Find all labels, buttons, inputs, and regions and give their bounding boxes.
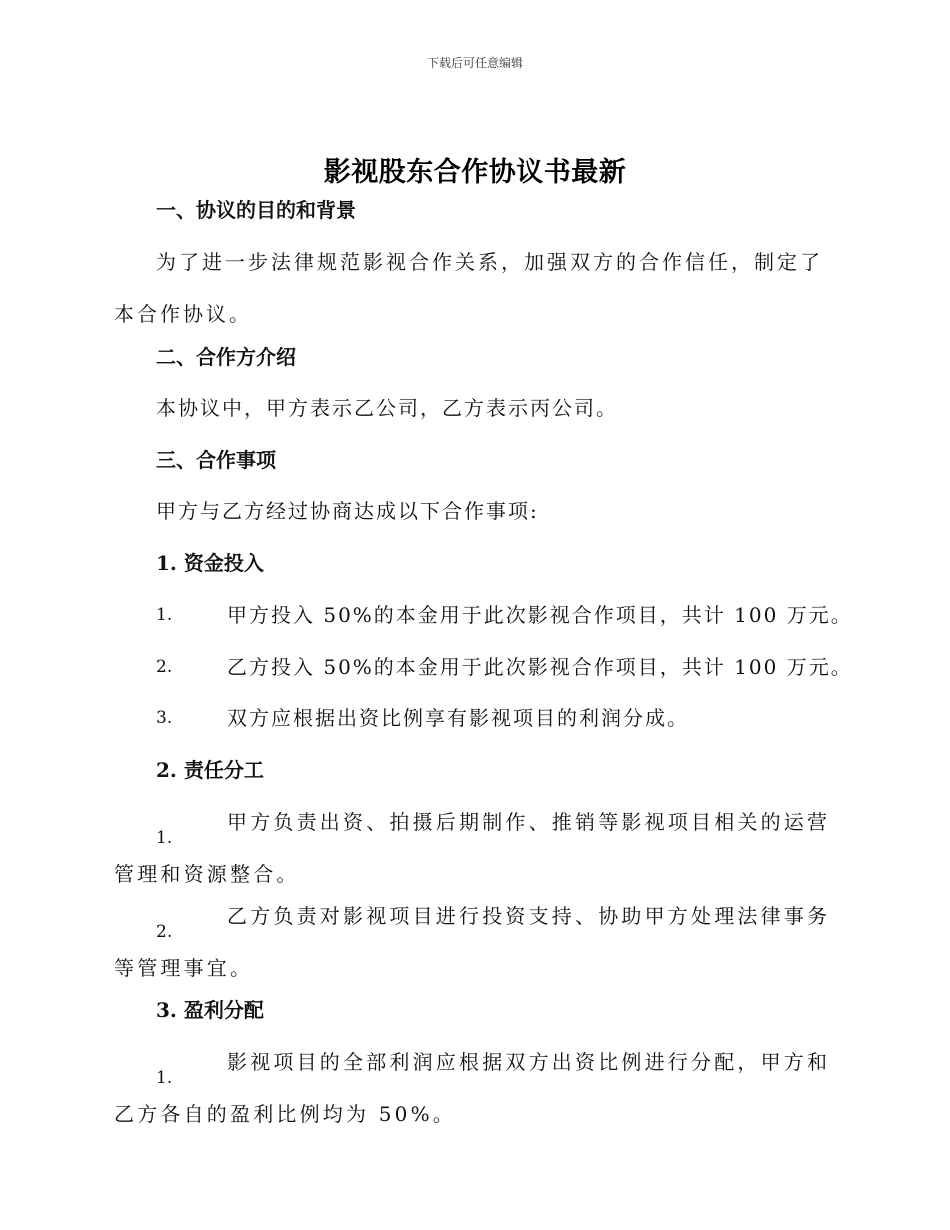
list-item-number: 2. [156,922,173,942]
section-heading-purpose: 一、协议的目的和背景 [156,198,356,222]
page-header-note: 下载后可任意编辑 [426,56,523,70]
list-item-text: 乙方负责对影视项目进行投资支持、协助甲方处理法律事务等管理事宜。 [114,904,831,980]
list-item-number: 1. [156,828,173,848]
section-text-parties: 本协议中，甲方表示乙公司，乙方表示丙公司。 [156,396,618,420]
list-item-text: 甲方负责出资、拍摄后期制作、推销等影视项目相关的运营管理和资源整合。 [114,810,831,886]
list-item-number: 1. [156,605,173,625]
list-item-number: 2. [156,657,173,677]
section-heading-parties: 二、合作方介绍 [156,345,296,369]
section-heading-matters: 三、合作事项 [156,448,276,472]
subsection-heading-funding: 1. 资金投入 [156,551,264,575]
subsection-heading-profit: 3. 盈利分配 [156,998,264,1022]
list-item [114,1036,834,1140]
list-item-text: 乙方投入 50%的本金用于此次影视合作项目，共计 100 万元。 [227,655,853,679]
list-item-text: 甲方投入 50%的本金用于此次影视合作项目，共计 100 万元。 [227,603,853,627]
list-item [114,890,834,994]
document-title: 影视股东合作协议书最新 [323,157,627,188]
list-item-text: 双方应根据出资比例享有影视项目的利润分成。 [227,706,689,730]
subsection-heading-responsibilities: 2. 责任分工 [156,758,264,782]
list-item-number: 1. [156,1068,173,1088]
list-item-text: 影视项目的全部利润应根据双方出资比例进行分配，甲方和乙方各自的盈利比例均为 50%。 [114,1050,831,1126]
section-text-matters: 甲方与乙方经过协商达成以下合作事项: [156,499,539,523]
list-item [114,796,834,900]
list-item-number: 3. [156,708,173,728]
section-text-purpose: 为了进一步法律规范影视合作关系，加强双方的合作信任，制定了本合作协议。 [114,250,823,326]
